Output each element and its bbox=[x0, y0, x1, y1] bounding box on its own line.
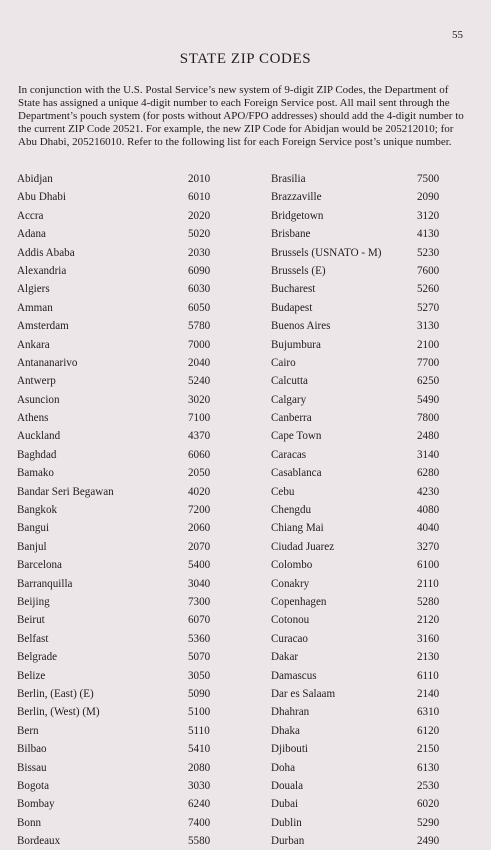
post-code-row bbox=[271, 483, 471, 501]
post-code-row bbox=[271, 501, 471, 519]
post-code-row bbox=[17, 244, 229, 262]
post-code-row bbox=[17, 409, 229, 427]
post-code: 2080 bbox=[188, 761, 211, 774]
post-code-row bbox=[17, 188, 229, 206]
post-name: Ciudad Juarez bbox=[271, 540, 335, 553]
post-code-row bbox=[17, 740, 229, 758]
post-code: 5260 bbox=[417, 283, 440, 296]
post-code-row bbox=[271, 188, 471, 206]
post-code-row bbox=[271, 225, 471, 243]
post-code: 5290 bbox=[417, 816, 440, 829]
post-code: 6120 bbox=[417, 724, 440, 737]
post-code-row bbox=[17, 814, 229, 832]
post-name: Abidjan bbox=[17, 173, 53, 185]
post-name: Calgary bbox=[271, 393, 307, 406]
post-code-row bbox=[17, 262, 229, 280]
post-code-row bbox=[271, 795, 471, 813]
post-code: 7700 bbox=[417, 356, 440, 369]
post-code: 5360 bbox=[188, 632, 211, 645]
page-title: STATE ZIP CODES bbox=[179, 51, 312, 67]
post-code: 2030 bbox=[188, 246, 211, 259]
post-code-row bbox=[271, 299, 471, 317]
post-name: Dublin bbox=[271, 816, 302, 829]
post-name: Canberra bbox=[271, 412, 312, 425]
post-code: 5580 bbox=[188, 835, 211, 848]
post-code: 4230 bbox=[417, 485, 440, 498]
post-name: Barcelona bbox=[17, 559, 62, 572]
post-code-row bbox=[271, 280, 471, 298]
post-code-row bbox=[17, 575, 229, 593]
post-code: 3120 bbox=[417, 209, 440, 222]
post-code: 6020 bbox=[417, 798, 440, 811]
post-code-row bbox=[271, 317, 471, 335]
post-name: Dhaka bbox=[271, 724, 300, 737]
post-code-row bbox=[17, 556, 229, 574]
post-name: Calcutta bbox=[271, 375, 308, 388]
post-name: Conakry bbox=[271, 577, 310, 590]
post-name: Bridgetown bbox=[271, 209, 324, 222]
post-code: 6050 bbox=[188, 301, 211, 314]
post-code-row bbox=[271, 630, 471, 648]
post-code: 4130 bbox=[417, 228, 440, 241]
post-code: 6310 bbox=[417, 706, 440, 719]
post-name: Bissau bbox=[17, 761, 47, 774]
post-code-row bbox=[271, 354, 471, 372]
post-code-row bbox=[271, 207, 471, 225]
post-code-row bbox=[17, 354, 229, 372]
post-code-row bbox=[271, 556, 471, 574]
post-name: Accra bbox=[17, 209, 44, 222]
post-name: Bangkok bbox=[17, 504, 58, 517]
post-name: Chengdu bbox=[271, 504, 312, 517]
post-code-row bbox=[17, 722, 229, 740]
post-code-row bbox=[17, 446, 229, 464]
post-name: Amsterdam bbox=[17, 320, 69, 333]
post-code: 2120 bbox=[417, 614, 440, 627]
post-code: 3270 bbox=[417, 540, 440, 553]
page-number: 55 bbox=[452, 29, 463, 41]
post-code-row bbox=[17, 685, 229, 703]
post-code: 2100 bbox=[417, 338, 440, 351]
post-code: 5280 bbox=[417, 595, 440, 608]
post-name: Bordeaux bbox=[17, 835, 61, 848]
post-code-row bbox=[271, 814, 471, 832]
post-name: Cebu bbox=[271, 485, 295, 498]
post-code-row bbox=[271, 391, 471, 409]
post-code-row bbox=[17, 280, 229, 298]
post-code: 6130 bbox=[417, 761, 440, 774]
post-code-row bbox=[271, 262, 471, 280]
post-name: Ankara bbox=[17, 338, 50, 351]
post-name: Addis Ababa bbox=[17, 246, 75, 259]
post-code: 5490 bbox=[417, 393, 440, 406]
post-code: 3160 bbox=[417, 632, 440, 645]
post-name: Asuncion bbox=[17, 393, 60, 406]
post-code: 5780 bbox=[188, 320, 211, 333]
post-name: Douala bbox=[271, 779, 304, 792]
post-code-row bbox=[271, 759, 471, 777]
post-code: 5110 bbox=[188, 724, 210, 737]
post-name: Auckland bbox=[17, 430, 61, 443]
post-code: 2140 bbox=[417, 687, 440, 700]
post-code: 7300 bbox=[188, 595, 211, 608]
post-code: 3040 bbox=[188, 577, 211, 590]
post-name: Belize bbox=[17, 669, 46, 682]
post-code-row bbox=[271, 575, 471, 593]
post-name: Cairo bbox=[271, 356, 296, 369]
post-code-row bbox=[271, 703, 471, 721]
post-code: 5270 bbox=[417, 301, 440, 314]
post-name: Dubai bbox=[271, 798, 299, 811]
post-name: Brisbane bbox=[271, 228, 311, 241]
post-code-row bbox=[17, 391, 229, 409]
post-code: 2490 bbox=[417, 835, 440, 848]
post-code: 7800 bbox=[417, 412, 440, 425]
post-name: Berlin, (East) (E) bbox=[17, 687, 94, 700]
post-code: 5240 bbox=[188, 375, 211, 388]
post-name: Baghdad bbox=[17, 448, 57, 461]
post-code-row bbox=[17, 759, 229, 777]
post-code: 5070 bbox=[188, 651, 211, 664]
post-name: Antananarivo bbox=[17, 356, 78, 369]
post-code-row bbox=[17, 795, 229, 813]
post-code: 5410 bbox=[188, 743, 211, 756]
post-code: 7000 bbox=[188, 338, 211, 351]
post-name: Bamako bbox=[17, 467, 54, 480]
post-code-row bbox=[17, 299, 229, 317]
post-code-row bbox=[17, 832, 229, 850]
post-code-row bbox=[17, 317, 229, 335]
post-name: Berlin, (West) (M) bbox=[17, 706, 100, 719]
post-code: 6070 bbox=[188, 614, 211, 627]
post-code: 2050 bbox=[188, 467, 211, 480]
post-code-row bbox=[17, 611, 229, 629]
post-code: 4370 bbox=[188, 430, 211, 443]
post-code: 7200 bbox=[188, 504, 211, 517]
post-name: Amman bbox=[17, 301, 53, 314]
post-code-row bbox=[271, 593, 471, 611]
post-code: 7500 bbox=[417, 173, 440, 185]
post-code-row bbox=[17, 170, 229, 188]
post-code: 6240 bbox=[188, 798, 211, 811]
post-name: Bilbao bbox=[17, 743, 47, 756]
post-name: Dar es Salaam bbox=[271, 687, 336, 700]
post-name: Cotonou bbox=[271, 614, 310, 627]
post-code-row bbox=[17, 667, 229, 685]
post-code-row bbox=[271, 832, 471, 850]
post-code: 2530 bbox=[417, 779, 440, 792]
post-code: 3030 bbox=[188, 779, 211, 792]
post-code: 3050 bbox=[188, 669, 211, 682]
post-name: Buenos Aires bbox=[271, 320, 331, 333]
post-name: Athens bbox=[17, 412, 49, 425]
post-code: 7600 bbox=[417, 264, 440, 277]
post-name: Brussels (USNATO - M) bbox=[271, 246, 382, 259]
post-name: Belfast bbox=[17, 632, 49, 645]
post-code-row bbox=[271, 244, 471, 262]
post-code: 2070 bbox=[188, 540, 211, 553]
post-code: 2480 bbox=[417, 430, 440, 443]
post-name: Curacao bbox=[271, 632, 308, 645]
post-code: 3020 bbox=[188, 393, 211, 406]
post-code-row bbox=[17, 703, 229, 721]
post-name: Bonn bbox=[17, 816, 42, 829]
post-name: Antwerp bbox=[17, 375, 56, 388]
post-name: Chiang Mai bbox=[271, 522, 324, 535]
post-code-row bbox=[17, 207, 229, 225]
post-code-row bbox=[271, 648, 471, 666]
post-name: Copenhagen bbox=[271, 595, 327, 608]
post-code: 6030 bbox=[188, 283, 211, 296]
post-name: Cape Town bbox=[271, 430, 322, 443]
post-name: Bangui bbox=[17, 522, 50, 535]
post-code-row bbox=[271, 777, 471, 795]
post-code-row bbox=[17, 427, 229, 445]
post-code-list-left bbox=[17, 170, 229, 850]
post-name: Brasilia bbox=[271, 173, 306, 185]
post-name: Brussels (E) bbox=[271, 264, 326, 277]
post-code: 2020 bbox=[188, 209, 211, 222]
post-code-row bbox=[271, 427, 471, 445]
post-name: Barranquilla bbox=[17, 577, 73, 590]
post-code: 3140 bbox=[417, 448, 440, 461]
post-code: 4020 bbox=[188, 485, 211, 498]
post-code: 2090 bbox=[417, 191, 440, 204]
post-code: 6060 bbox=[188, 448, 211, 461]
post-code: 6090 bbox=[188, 264, 211, 277]
post-name: Alexandria bbox=[17, 264, 67, 277]
post-code-row bbox=[17, 538, 229, 556]
post-name: Durban bbox=[271, 835, 305, 848]
post-code-row bbox=[271, 519, 471, 537]
post-code-row bbox=[271, 722, 471, 740]
post-name: Dakar bbox=[271, 651, 299, 664]
post-name: Bandar Seri Begawan bbox=[17, 485, 114, 498]
post-code: 4040 bbox=[417, 522, 440, 535]
intro-paragraph: In conjunction with the U.S. Postal Service’s new system of 9-digit ZIP Codes, the Department of State has assigned a unique 4-digit number to each Foreign Service post. All mail sent through the Department’s pouch system (for posts without APO/FPO addresses) should add the 4-digit number to the current ZIP Code 20521. For example, the new ZIP Code for Abidjan would be 205212010; for Abu Dhabi, 205216010. Refer to the following list for each Foreign Service post’s unique number. bbox=[18, 84, 464, 149]
post-code-row bbox=[271, 740, 471, 758]
post-code: 2110 bbox=[417, 577, 439, 590]
post-name: Damascus bbox=[271, 669, 317, 682]
post-code-row bbox=[17, 336, 229, 354]
post-code-row bbox=[271, 464, 471, 482]
post-name: Beijing bbox=[17, 595, 50, 608]
post-code-row bbox=[17, 630, 229, 648]
post-code-list-right bbox=[271, 170, 471, 850]
post-name: Algiers bbox=[17, 283, 50, 296]
post-code-row bbox=[271, 409, 471, 427]
post-name: Bern bbox=[17, 724, 39, 737]
post-name: Bujumbura bbox=[271, 338, 321, 351]
post-code-row bbox=[17, 648, 229, 666]
post-code-row bbox=[271, 538, 471, 556]
post-code: 2060 bbox=[188, 522, 211, 535]
post-code: 2040 bbox=[188, 356, 211, 369]
post-name: Bombay bbox=[17, 798, 55, 811]
post-code-row bbox=[17, 593, 229, 611]
post-code-row bbox=[17, 777, 229, 795]
post-code: 3130 bbox=[417, 320, 440, 333]
post-code-row bbox=[271, 446, 471, 464]
post-name: Dhahran bbox=[271, 706, 310, 719]
post-code-row bbox=[271, 685, 471, 703]
post-code: 5230 bbox=[417, 246, 440, 259]
post-code: 5020 bbox=[188, 228, 211, 241]
post-name: Abu Dhabi bbox=[17, 191, 66, 204]
post-code: 6100 bbox=[417, 559, 440, 572]
post-code: 6010 bbox=[188, 191, 211, 204]
post-code: 7100 bbox=[188, 412, 211, 425]
post-code-row bbox=[17, 464, 229, 482]
post-code-row bbox=[17, 225, 229, 243]
post-code-row bbox=[17, 372, 229, 390]
post-code-row bbox=[17, 519, 229, 537]
post-code: 5400 bbox=[188, 559, 211, 572]
post-code: 2130 bbox=[417, 651, 440, 664]
post-code: 2150 bbox=[417, 743, 440, 756]
post-name: Adana bbox=[17, 228, 46, 241]
post-code-row bbox=[271, 372, 471, 390]
post-code: 2010 bbox=[188, 173, 211, 185]
post-name: Budapest bbox=[271, 301, 313, 314]
post-code-row bbox=[271, 667, 471, 685]
post-name: Belgrade bbox=[17, 651, 58, 664]
post-code-row bbox=[271, 336, 471, 354]
post-name: Casablanca bbox=[271, 467, 322, 480]
post-code: 6250 bbox=[417, 375, 440, 388]
post-name: Bogota bbox=[17, 779, 50, 792]
post-code-row bbox=[271, 170, 471, 188]
post-name: Brazzaville bbox=[271, 191, 322, 204]
post-name: Doha bbox=[271, 761, 296, 774]
post-name: Djibouti bbox=[271, 743, 308, 756]
post-name: Banjul bbox=[17, 540, 47, 553]
post-code: 6110 bbox=[417, 669, 439, 682]
post-name: Bucharest bbox=[271, 283, 316, 296]
post-code: 6280 bbox=[417, 467, 440, 480]
post-code: 5090 bbox=[188, 687, 211, 700]
post-name: Caracas bbox=[271, 448, 307, 461]
post-code: 5100 bbox=[188, 706, 211, 719]
post-name: Beirut bbox=[17, 614, 45, 627]
post-code: 7400 bbox=[188, 816, 211, 829]
post-code-row bbox=[17, 483, 229, 501]
post-code-row bbox=[17, 501, 229, 519]
post-code: 4080 bbox=[417, 504, 440, 517]
post-name: Colombo bbox=[271, 559, 313, 572]
post-code-row bbox=[271, 611, 471, 629]
